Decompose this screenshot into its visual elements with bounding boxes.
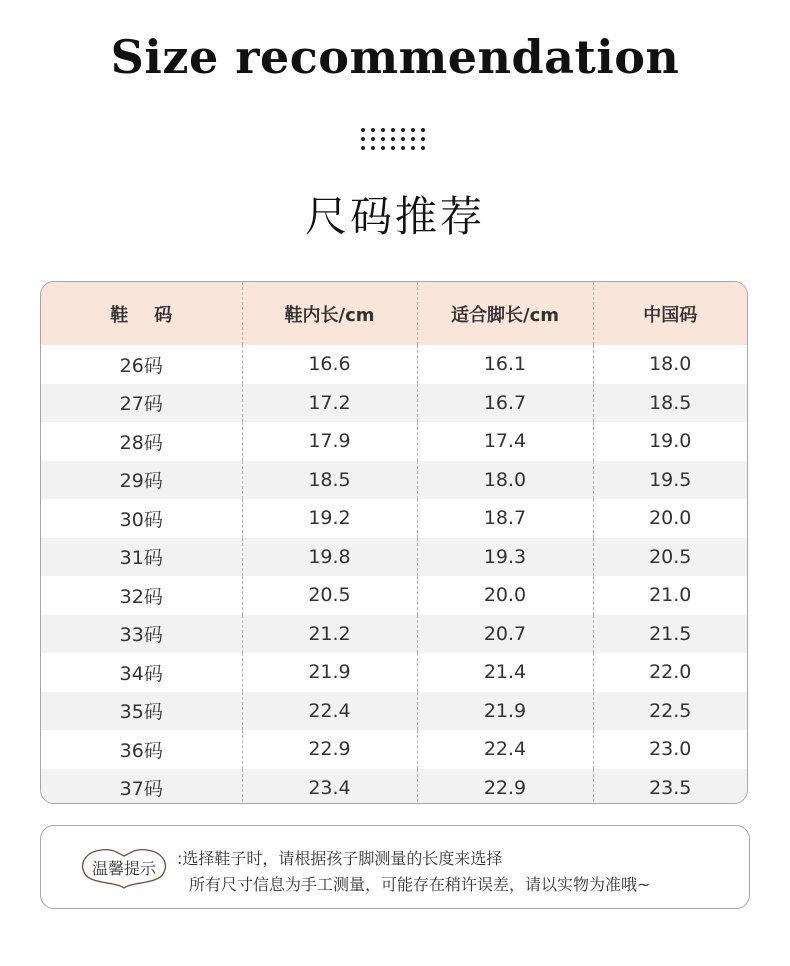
tip-line-2: 所有尺寸信息为手工测量，可能存在稍许误差，请以实物为准哦~ — [189, 875, 651, 894]
table-row — [41, 692, 747, 731]
table-cell: 22.4 — [242, 692, 417, 731]
table-cell: 19.5 — [593, 461, 747, 500]
table-cell: 22.0 — [593, 653, 747, 692]
table-cell: 36码 — [119, 739, 163, 762]
table-cell: 22.4 — [417, 730, 593, 769]
table-cell: 35码 — [41, 692, 242, 731]
size-table — [41, 282, 747, 804]
table-cell: 23.4 — [242, 769, 417, 805]
tip-box — [40, 825, 750, 909]
table-cell: 16.1 — [417, 345, 593, 384]
page-title-english: Size recommendation — [110, 30, 680, 84]
page-title-chinese: 尺码推荐 — [304, 192, 485, 241]
table-cell: 21.9 — [242, 653, 417, 692]
table-cell: 28码 — [119, 431, 163, 454]
table-row — [41, 422, 747, 461]
table-row — [41, 730, 747, 769]
header-foot-length: 适合脚长/cm — [417, 282, 593, 345]
table-cell: 21.2 — [242, 615, 417, 654]
table-cell: 26码 — [119, 354, 163, 377]
table-cell: 29码 — [41, 461, 242, 500]
table-cell: 22.9 — [242, 730, 417, 769]
table-cell: 23.0 — [593, 730, 747, 769]
table-cell: 16.6 — [242, 345, 417, 384]
table-cell: 27码 — [41, 384, 242, 423]
table-cell: 37码 — [41, 769, 242, 805]
table-row — [41, 653, 747, 692]
table-cell: 19.2 — [242, 499, 417, 538]
table-cell: 21.5 — [593, 615, 747, 654]
table-cell: 21.9 — [417, 692, 593, 731]
table-cell: 33码 — [41, 615, 242, 654]
table-cell: 17.9 — [242, 422, 417, 461]
table-cell: 31码 — [41, 538, 242, 577]
table-row — [41, 576, 747, 615]
table-cell: 30码 — [119, 508, 163, 531]
header-shoe-size: 鞋 码 — [41, 282, 242, 345]
tip-line-1: :选择鞋子时，请根据孩子脚测量的长度来选择 — [177, 849, 503, 868]
table-row — [41, 461, 747, 500]
decorative-dots — [361, 128, 425, 150]
table-header-row — [41, 282, 747, 345]
tip-text — [177, 846, 650, 898]
table-cell: 18.0 — [593, 345, 747, 384]
table-cell: 20.0 — [593, 499, 747, 538]
table-cell: 18.5 — [242, 461, 417, 500]
tip-badge-label: 温馨提示 — [91, 859, 156, 878]
table-cell: 21.4 — [417, 653, 593, 692]
table-row — [41, 615, 747, 654]
table-row — [41, 538, 747, 577]
table-cell: 16.7 — [417, 384, 593, 423]
table-row — [41, 769, 747, 805]
size-table-container — [40, 281, 748, 804]
table-cell: 20.7 — [417, 615, 593, 654]
table-cell: 17.2 — [242, 384, 417, 423]
table-cell: 22.5 — [593, 692, 747, 731]
table-cell: 17.4 — [417, 422, 593, 461]
table-row — [41, 384, 747, 423]
table-cell: 19.3 — [417, 538, 593, 577]
table-cell: 32码 — [119, 585, 163, 608]
table-cell: 21.0 — [593, 576, 747, 615]
header-inner-length: 鞋内长/cm — [242, 282, 417, 345]
tip-badge — [77, 844, 171, 890]
table-cell: 19.0 — [593, 422, 747, 461]
table-cell: 18.0 — [417, 461, 593, 500]
table-cell: 23.5 — [593, 769, 747, 805]
table-cell: 19.8 — [242, 538, 417, 577]
table-cell: 20.0 — [417, 576, 593, 615]
table-cell: 20.5 — [593, 538, 747, 577]
table-cell: 22.9 — [417, 769, 593, 805]
header-china-size: 中国码 — [593, 282, 747, 345]
table-cell: 34码 — [119, 662, 163, 685]
table-cell: 20.5 — [242, 576, 417, 615]
table-cell: 18.5 — [593, 384, 747, 423]
table-row — [41, 345, 747, 384]
table-cell: 18.7 — [417, 499, 593, 538]
table-row — [41, 499, 747, 538]
